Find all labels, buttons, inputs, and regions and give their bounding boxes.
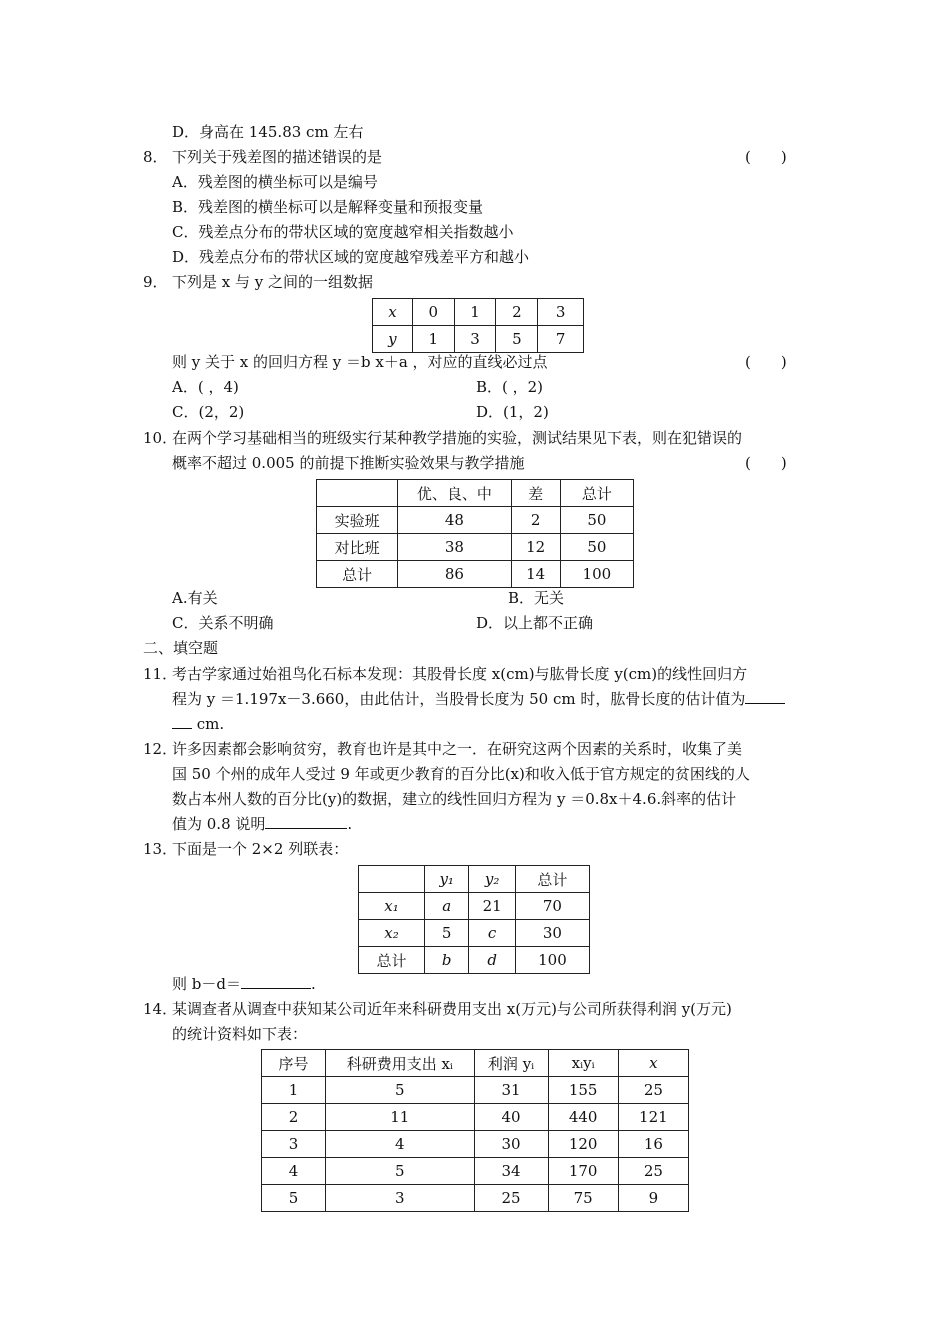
table-cell: 86 <box>398 561 511 588</box>
table-cell: d <box>469 947 515 974</box>
table-row <box>317 480 634 507</box>
q9-option-a: A．( ，4) <box>172 378 239 396</box>
table-cell: 50 <box>560 507 633 534</box>
q13-follow-end: . <box>310 975 316 993</box>
table-cell: 100 <box>515 947 589 974</box>
q8-option-a: A．残差图的横坐标可以是编号 <box>172 173 378 191</box>
table-cell: 2 <box>262 1104 326 1131</box>
section-title-fill-in: 二、填空题 <box>143 639 219 657</box>
q11-answer-blank[interactable] <box>745 689 785 704</box>
table-row <box>359 920 590 947</box>
q13-follow <box>172 973 316 995</box>
table-cell: b <box>424 947 468 974</box>
table-cell: 30 <box>515 920 589 947</box>
table-cell: x <box>618 1050 688 1077</box>
table-cell: 440 <box>548 1104 618 1131</box>
q11-answer-blank-cont[interactable] <box>172 714 192 729</box>
q14-line1: 某调查者从调查中获知某公司近年来科研费用支出 x(万元)与公司所获得利润 y(万元) <box>172 1000 732 1018</box>
table-cell: 对比班 <box>317 534 398 561</box>
q11-line1: 考古学家通过始祖鸟化石标本发现：其股骨长度 x(cm)与肱骨长度 y(cm)的线性回归方 <box>172 665 748 683</box>
table-cell: 1 <box>262 1077 326 1104</box>
table-row <box>317 534 634 561</box>
table-cell: 16 <box>618 1131 688 1158</box>
table-row <box>359 893 590 920</box>
table-row <box>262 1104 689 1131</box>
table-cell: 优、良、中 <box>398 480 511 507</box>
table-cell: 5 <box>262 1185 326 1212</box>
table-cell: 差 <box>511 480 560 507</box>
q13-answer-blank[interactable] <box>241 974 311 989</box>
table-cell: 序号 <box>262 1050 326 1077</box>
table-cell: 总计 <box>515 866 589 893</box>
table-cell: 25 <box>618 1158 688 1185</box>
q13-follow-text: 则 b－d＝ <box>172 975 241 993</box>
table-cell: a <box>424 893 468 920</box>
q11-line2-text: 程为 y ＝1.197x－3.660，由此估计，当股骨长度为 50 cm 时，肱骨长度的估计值为 <box>172 690 746 708</box>
table-cell: 1 <box>412 326 454 353</box>
table-cell: 3 <box>262 1131 326 1158</box>
q10-option-c: C．关系不明确 <box>172 614 274 632</box>
q8-answer-paren: ( ) <box>745 148 787 166</box>
table-cell: 5 <box>326 1158 475 1185</box>
table-cell: 2 <box>511 507 560 534</box>
table-row <box>262 1158 689 1185</box>
table-cell: 总计 <box>359 947 425 974</box>
table-cell: 12 <box>511 534 560 561</box>
q14-number: 14． <box>143 1000 178 1018</box>
table-row <box>359 947 590 974</box>
q10-option-b: B．无关 <box>508 589 565 607</box>
q13-stem: 下面是一个 2×2 列联表： <box>172 840 349 858</box>
q12-answer-blank[interactable] <box>265 814 347 829</box>
q9-follow-text: 则 y 关于 x 的回归方程 y ＝b x＋a ，对应的直线必过点 <box>172 353 548 371</box>
table-cell: c <box>469 920 515 947</box>
q10-number: 10． <box>143 429 178 447</box>
table-cell <box>317 480 398 507</box>
table-cell: 155 <box>548 1077 618 1104</box>
table-cell: 1 <box>454 299 496 326</box>
q9-option-b: B．( ，2) <box>476 378 544 396</box>
table-cell: y <box>373 326 413 353</box>
table-cell: 50 <box>560 534 633 561</box>
q12-line3: 数占本州人数的百分比(y)的数据，建立的线性回归方程为 y ＝0.8x＋4.6.斜率的估计 <box>172 790 737 808</box>
q9-answer-paren: ( ) <box>745 353 787 371</box>
table-cell: 38 <box>398 534 511 561</box>
table-row <box>262 1050 689 1077</box>
q9-xy-table <box>372 298 584 353</box>
table-cell: y₁ <box>424 866 468 893</box>
table-cell: 100 <box>560 561 633 588</box>
table-cell: 25 <box>618 1077 688 1104</box>
table-cell: 5 <box>326 1077 475 1104</box>
table-row <box>373 299 584 326</box>
table-cell: xᵢyᵢ <box>548 1050 618 1077</box>
table-cell: 34 <box>474 1158 548 1185</box>
q8-option-c: C．残差点分布的带状区域的宽度越窄相关指数越小 <box>172 223 514 241</box>
table-cell: x₁ <box>359 893 425 920</box>
q9-option-d: D．(1，2) <box>476 403 549 421</box>
q10-contingency-table <box>316 479 634 588</box>
table-cell: y₂ <box>469 866 515 893</box>
q13-2x2-table <box>358 865 590 974</box>
q14-line2: 的统计资料如下表： <box>172 1025 308 1043</box>
table-cell: 4 <box>262 1158 326 1185</box>
table-cell: 实验班 <box>317 507 398 534</box>
q11-line2 <box>172 688 785 710</box>
q8-option-b: B．残差图的横坐标可以是解释变量和预报变量 <box>172 198 484 216</box>
table-cell: 总计 <box>317 561 398 588</box>
table-cell: 3 <box>454 326 496 353</box>
q8-stem: 下列关于残差图的描述错误的是 <box>172 148 383 166</box>
table-cell: 7 <box>538 326 584 353</box>
q10-stem-line2: 概率不超过 0.005 的前提下推断实验效果与教学措施 <box>172 454 525 472</box>
q8-number: 8． <box>143 148 168 166</box>
q9-stem: 下列是 x 与 y 之间的一组数据 <box>172 273 374 291</box>
table-cell: 120 <box>548 1131 618 1158</box>
q8-option-d: D．残差点分布的带状区域的宽度越窄残差平方和越小 <box>172 248 530 266</box>
q10-option-a: A.有关 <box>172 589 218 607</box>
q11-number: 11． <box>143 665 178 683</box>
table-row <box>317 507 634 534</box>
table-cell: 121 <box>618 1104 688 1131</box>
q12-line4 <box>172 813 352 835</box>
table-row <box>317 561 634 588</box>
table-cell: 5 <box>424 920 468 947</box>
table-cell: 48 <box>398 507 511 534</box>
q12-line1: 许多因素都会影响贫穷，教育也许是其中之一．在研究这两个因素的关系时，收集了美 <box>172 740 743 758</box>
table-cell: 170 <box>548 1158 618 1185</box>
table-row <box>262 1077 689 1104</box>
q12-line2: 国 50 个州的成年人受过 9 年或更少教育的百分比(x)和收入低于官方规定的贫困线的人 <box>172 765 750 783</box>
table-row <box>373 326 584 353</box>
q7-option-d: D．身高在 145.83 cm 左右 <box>172 123 364 141</box>
table-cell: x₂ <box>359 920 425 947</box>
table-cell: 0 <box>412 299 454 326</box>
table-cell: 31 <box>474 1077 548 1104</box>
q10-option-d: D．以上都不正确 <box>476 614 594 632</box>
table-cell: 14 <box>511 561 560 588</box>
q9-number: 9． <box>143 273 168 291</box>
table-row <box>262 1131 689 1158</box>
table-cell: 利润 yᵢ <box>474 1050 548 1077</box>
table-cell: 30 <box>474 1131 548 1158</box>
table-cell: 21 <box>469 893 515 920</box>
table-cell: 40 <box>474 1104 548 1131</box>
table-cell: 3 <box>538 299 584 326</box>
table-cell: 70 <box>515 893 589 920</box>
q10-answer-paren: ( ) <box>745 454 787 472</box>
table-cell: 75 <box>548 1185 618 1212</box>
table-cell: 9 <box>618 1185 688 1212</box>
table-cell: 11 <box>326 1104 475 1131</box>
table-cell: x <box>373 299 413 326</box>
table-cell: 25 <box>474 1185 548 1212</box>
q12-line4-text: 值为 0.8 说明 <box>172 815 266 833</box>
table-cell: 5 <box>496 326 538 353</box>
table-cell: 3 <box>326 1185 475 1212</box>
q13-number: 13． <box>143 840 178 858</box>
table-row <box>359 866 590 893</box>
q11-unit: cm. <box>196 715 225 733</box>
q9-option-c: C．(2，2) <box>172 403 245 421</box>
table-cell <box>359 866 425 893</box>
q14-statistics-table <box>261 1049 689 1212</box>
q10-stem-line1: 在两个学习基础相当的班级实行某种教学措施的实验，测试结果见下表，则在犯错误的 <box>172 429 743 447</box>
q12-line4-end: . <box>347 815 353 833</box>
q12-number: 12． <box>143 740 178 758</box>
table-cell: 2 <box>496 299 538 326</box>
q11-line3 <box>172 713 224 735</box>
table-cell: 科研费用支出 xᵢ <box>326 1050 475 1077</box>
table-row <box>262 1185 689 1212</box>
table-cell: 总计 <box>560 480 633 507</box>
table-cell: 4 <box>326 1131 475 1158</box>
